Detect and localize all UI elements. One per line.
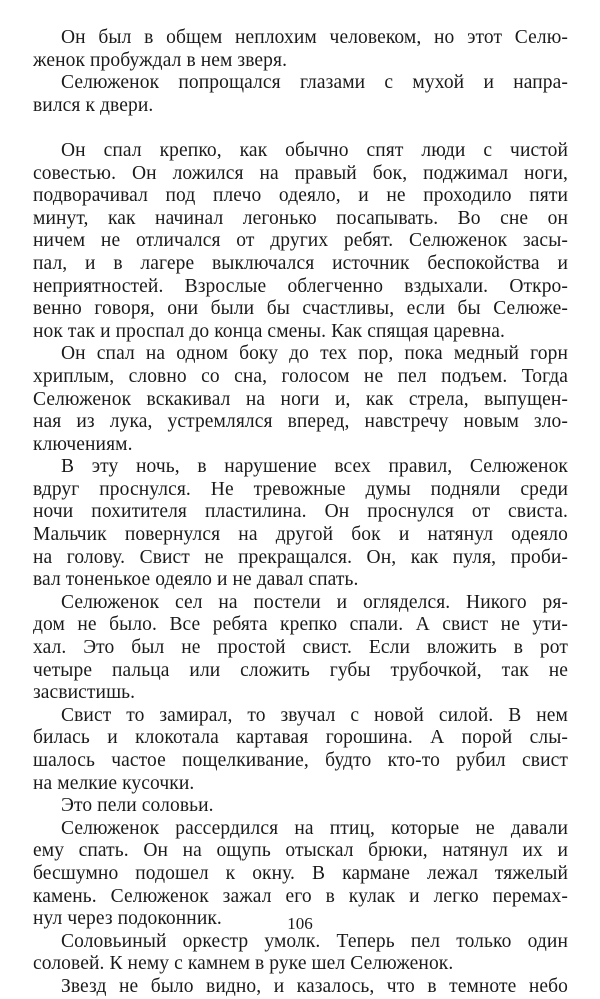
text-line: нул через подоконник. bbox=[33, 908, 222, 930]
text-line: Селюженок вскакивал на ноги и, как стрела, выпущен- bbox=[33, 388, 568, 410]
page-number: 106 bbox=[287, 914, 313, 933]
text-line: минут, как начинал легонько посапывать. Во сне он bbox=[33, 207, 568, 229]
text-line: Он был в общем неплохим человеком, но этот Селю- bbox=[61, 27, 568, 48]
text-line: хал. Это был не простой свист. Если вложить в рот bbox=[33, 637, 568, 659]
text-line: Селюженок попрощался глазами с мухой и напра- bbox=[61, 72, 568, 94]
text-line: Селюженок рассердился на птиц, которые не давали bbox=[61, 817, 568, 839]
text-line: камень. Селюженок зажал его в кулак и легко перемах- bbox=[33, 885, 568, 907]
text-line: ная из лука, устремлялся вперед, навстречу новым зло- bbox=[33, 411, 568, 433]
text-line: Селюженок сел на постели и огляделся. Никого ря- bbox=[61, 591, 568, 613]
text-line: четыре пальца или сложить губы трубочкой, так не bbox=[33, 659, 568, 681]
text-line: билась и клокотала картавая горошина. А порой слы- bbox=[33, 727, 568, 749]
text-line: на мелкие кусочки. bbox=[33, 772, 195, 794]
text-line: бесшумно подошел к окну. В кармане лежал тяжелый bbox=[33, 862, 568, 884]
text-line: вился к двери. bbox=[33, 94, 154, 116]
text-line: ключениям. bbox=[33, 433, 133, 455]
text-line: засвистишь. bbox=[33, 682, 136, 704]
paragraph-gap bbox=[33, 117, 568, 140]
text-line: нок так и проспал до конца смены. Как спящая царевна. bbox=[33, 320, 505, 342]
text-line: ему спать. Он на ощупь отыскал брюки, натянул их и bbox=[33, 840, 568, 862]
text-line: венно говоря, они были бы счастливы, если бы Селюже- bbox=[33, 298, 568, 320]
text-line: Звезд не было видно, и казалось, что в темноте небо bbox=[61, 975, 568, 997]
text-line: ночи похитителя пластилина. Он проснулся от свиста. bbox=[33, 501, 568, 523]
text-line: совестью. Он ложился на правый бок, поджимал ноги, bbox=[33, 162, 568, 184]
page-text bbox=[33, 27, 568, 999]
text-line: вдруг проснулся. Не тревожные думы подняли среди bbox=[33, 478, 568, 500]
text-line: на голову. Свист не прекращался. Он, как пуля, проби- bbox=[33, 546, 568, 568]
text-line: хриплым, словно со сна, голосом не пел подъем. Тогда bbox=[33, 365, 568, 387]
text-line: шалось частое пощелкивание, будто кто-то рубил свист bbox=[33, 750, 568, 771]
text-line: пал, и в лагере выключался источник беспокойства и bbox=[33, 252, 568, 274]
text-line: В эту ночь, в нарушение всех правил, Селюженок bbox=[61, 456, 568, 478]
text-line: неприятностей. Взрослые облегченно вздыхали. Откро- bbox=[33, 275, 568, 297]
text-line: ничем не отличался от других ребят. Селюженок засы- bbox=[33, 230, 568, 252]
text-line: Свист то замирал, то звучал с новой силой. В нем bbox=[61, 704, 568, 726]
text-line: Это пели соловьи. bbox=[61, 795, 214, 817]
text-line: Он спал крепко, как обычно спят люди с чистой bbox=[61, 139, 568, 161]
text-line: женок пробуждал в нем зверя. bbox=[33, 49, 288, 71]
text-line: вал тоненькое одеяло и не давал спать. bbox=[33, 569, 359, 591]
text-line: дом не было. Все ребята крепко спали. А свист не ути- bbox=[33, 614, 568, 636]
text-line: Он спал на одном боку до тех пор, пока медный горн bbox=[61, 343, 568, 365]
text-line: подворачивал под плечо одеяло, и не проходило пяти bbox=[33, 185, 568, 207]
text-line: Соловьиный оркестр умолк. Теперь пел только один bbox=[61, 930, 568, 952]
text-line: соловей. К нему с камнем в руке шел Селюженок. bbox=[33, 953, 454, 975]
text-line: Мальчик повернулся на другой бок и натянул одеяло bbox=[33, 524, 568, 546]
